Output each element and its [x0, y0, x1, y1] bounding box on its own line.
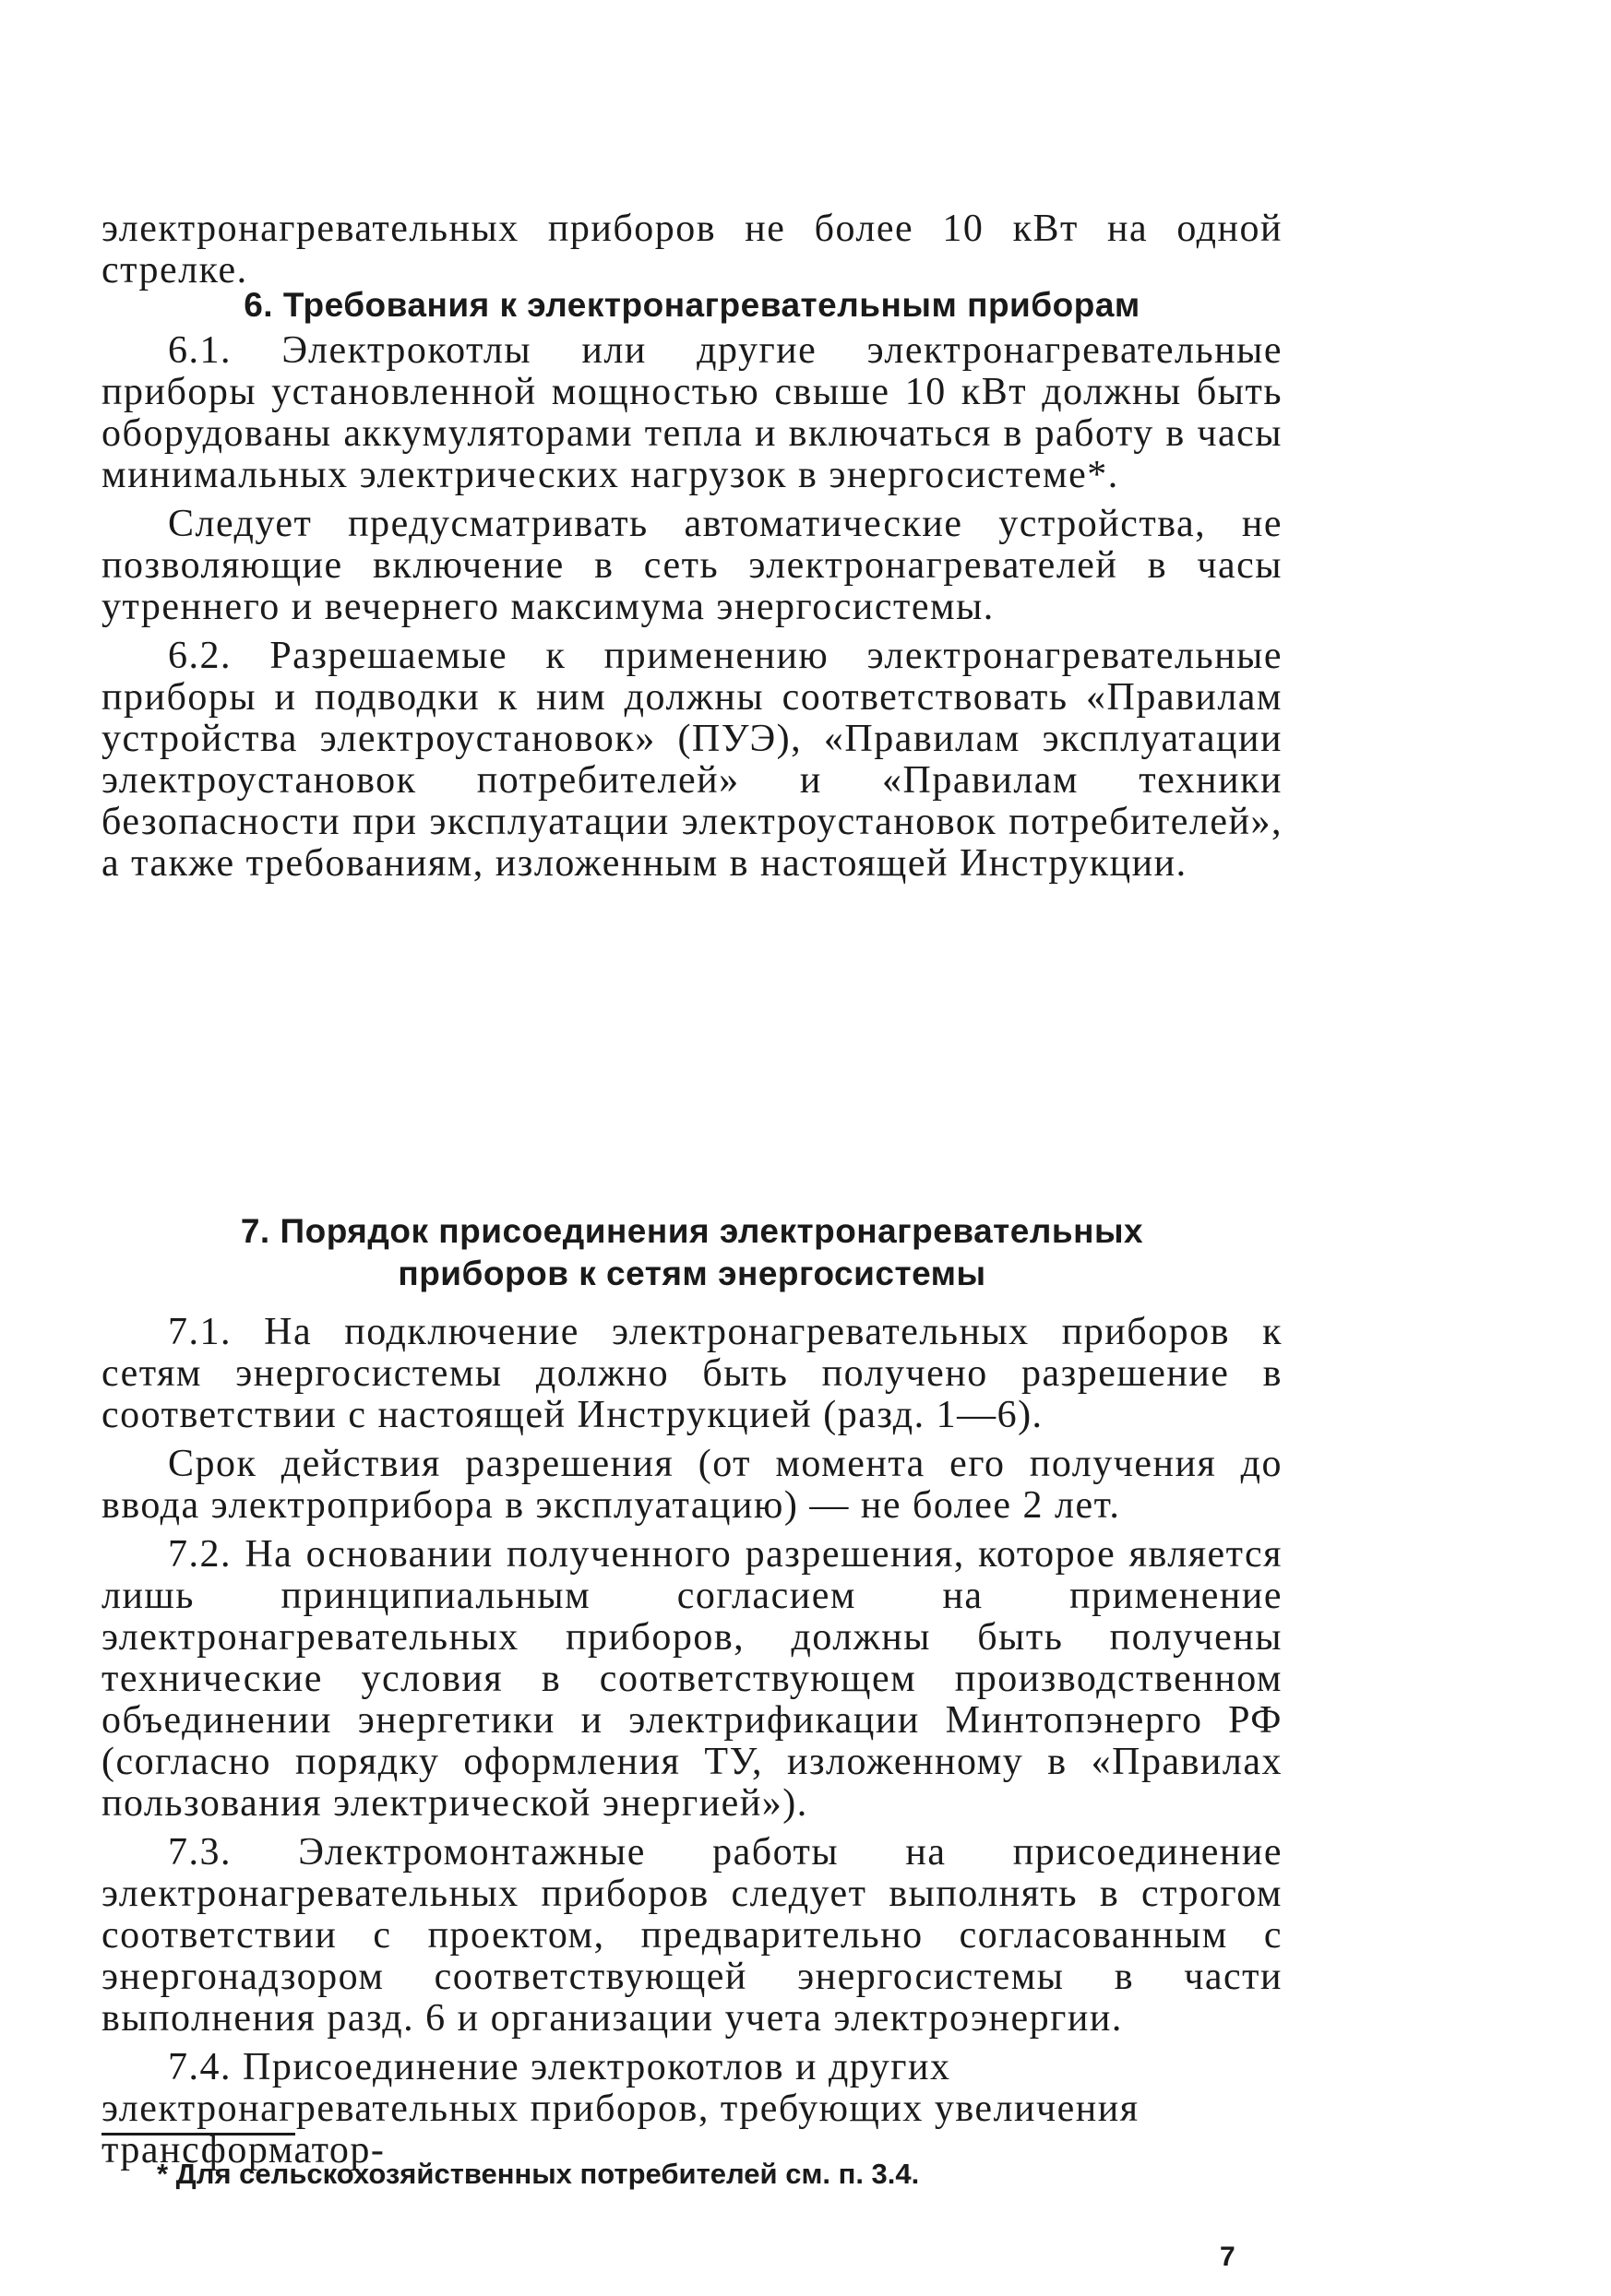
section-7-heading	[101, 1210, 1283, 1295]
paragraph-7-3: 7.3. Электромонтажные работы на присоединение электронагревательных приборов следует выполнять в строгом соответствии с проектом, предварительно согласованным с энергонадзором соответствующей энергосистемы в части выполнения разд. 6 и организации учета электроэнергии.	[101, 1831, 1283, 2040]
footnote: * Для сельскохозяйственных потребителей см. п. 3.4.	[157, 2158, 920, 2190]
paragraph-6-1: 6.1. Электрокотлы или другие электронагревательные приборы установленной мощностью свыше 10 кВт должны быть оборудованы аккумуляторами тепла и включаться в работу в часы минимальных электрических нагрузок в энергосистеме*.	[101, 329, 1283, 496]
paragraph-7-4: 7.4. Присоединение электрокотлов и других электронагревательных приборов, требующих увеличения трансформатор-	[101, 2046, 1140, 2171]
footnote-divider	[101, 2133, 295, 2135]
paragraph-6-2: 6.2. Разрешаемые к применению электронагревательные приборы и подводки к ним должны соответствовать «Правилам устройства электроустановок» (ПУЭ), «Правилам эксплуатации электроустановок потребителей» и «Правилам техники безопасности при эксплуатации электроустановок потребителей», а также требованиям, изложенным в настоящей Инструкции.	[101, 635, 1283, 885]
section-7-heading-line-2: приборов к сетям энергосистемы	[398, 1255, 986, 1292]
section-7-heading-line-1: 7. Порядок присоединения электронагревательных	[240, 1212, 1144, 1250]
section-6-heading-text: 6. Требования к электронагревательным приборам	[244, 286, 1140, 324]
section-7-body	[101, 1312, 1283, 2171]
section-6-body	[101, 330, 1283, 885]
continuation-block	[101, 208, 1283, 291]
page-number: 7	[1220, 2242, 1235, 2272]
section-6-heading	[101, 284, 1283, 327]
paragraph-6-1-continued: Следует предусматривать автоматические устройства, не позволяющие включение в сеть электронагревателей в часы утреннего и вечернего максимума энергосистемы.	[101, 503, 1283, 628]
paragraph-7-2: 7.2. На основании полученного разрешения, которое является лишь принципиальным согласием на применение электронагревательных приборов, должны быть получены технические условия в соответствующем производственном объединении энергетики и электрификации Минтопэнерго РФ (согласно порядку оформления ТУ, изложенному в «Правилах пользования электрической энергией»).	[101, 1533, 1283, 1825]
continuation-paragraph: электронагревательных приборов не более 10 кВт на одной стрелке.	[101, 208, 1283, 291]
paragraph-7-1-continued: Срок действия разрешения (от момента его получения до ввода электроприбора в эксплуатацию) — не более 2 лет.	[101, 1443, 1283, 1527]
paragraph-7-1: 7.1. На подключение электронагревательных приборов к сетям энергосистемы должно быть получено разрешение в соответствии с настоящей Инструкцией (разд. 1—6).	[101, 1311, 1283, 1436]
